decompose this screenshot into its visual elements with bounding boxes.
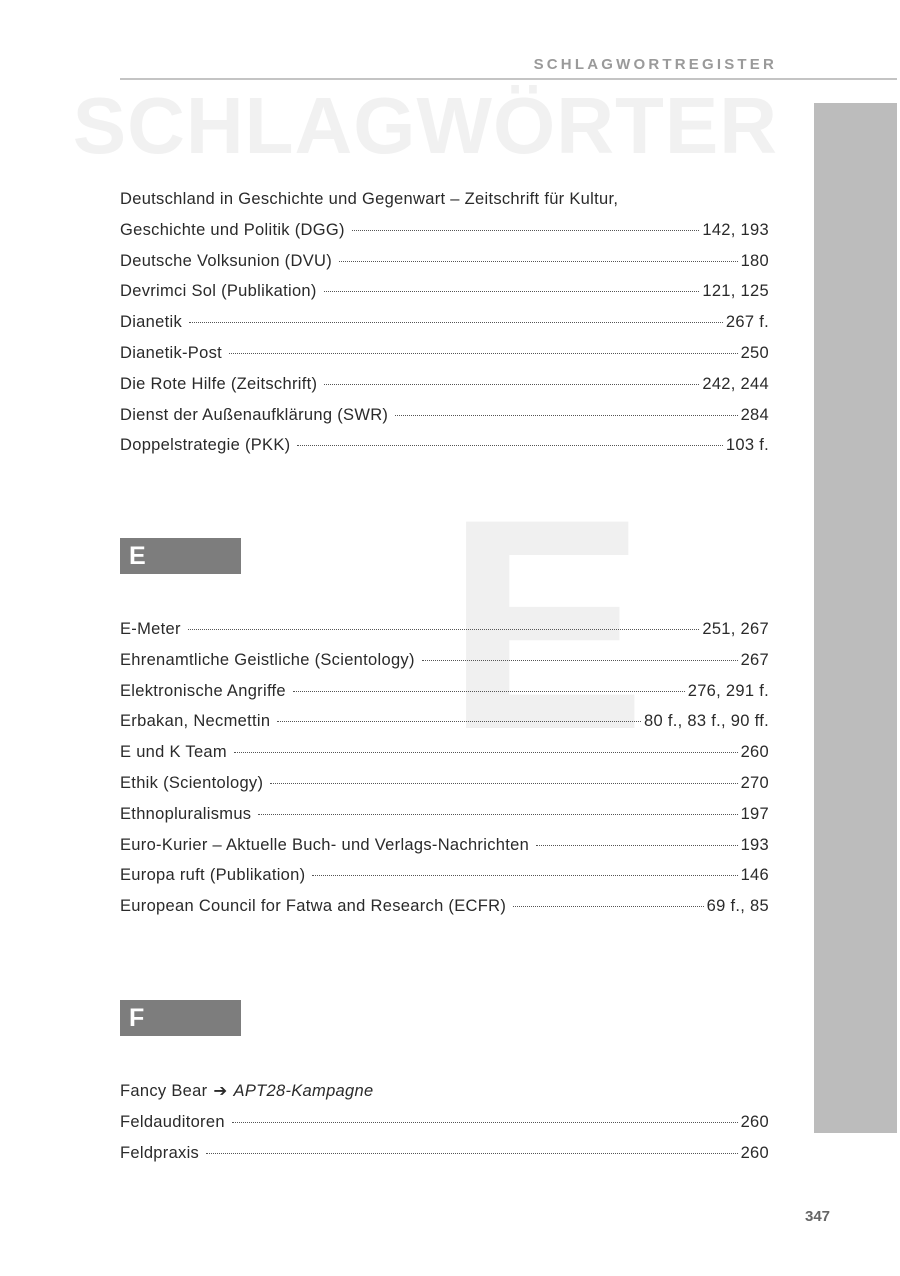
entry-pages: 267 f.: [725, 313, 769, 332]
cross-reference-target: APT28-Kampagne: [233, 1082, 374, 1100]
dot-leader: [352, 230, 700, 231]
entry-term: Die Rote Hilfe (Zeitschrift): [120, 374, 318, 393]
dot-leader: [324, 384, 699, 385]
arrow-right-icon: ➔: [213, 1082, 228, 1100]
entry-pages: 260: [740, 743, 769, 762]
entry-term: Feldpraxis: [120, 1143, 200, 1162]
section-f-entries: [120, 1076, 769, 1168]
entry-term: Elektronische Angriffe: [120, 681, 286, 700]
index-entry: [120, 276, 769, 307]
entry-term: Deutsche Volksunion (DVU): [120, 251, 333, 270]
section-e-label: E: [120, 538, 241, 574]
entry-pages: 180: [740, 251, 769, 270]
entry-pages: 260: [740, 1112, 769, 1131]
header-rule: [120, 78, 897, 80]
index-entry: [120, 400, 769, 431]
index-entry: [120, 830, 769, 861]
dot-leader: [324, 291, 700, 292]
dot-leader: [188, 629, 700, 630]
index-entry: [120, 768, 769, 799]
index-entry: [120, 645, 769, 676]
page-number: 347: [805, 1208, 831, 1225]
dot-leader: [206, 1153, 737, 1154]
entry-pages: 197: [740, 804, 769, 823]
index-entry: [120, 737, 769, 768]
dot-leader: [536, 845, 738, 846]
entry-term: Ethnopluralismus: [120, 804, 252, 823]
entry-term: Europa ruft (Publikation): [120, 866, 306, 885]
entry-term: E und K Team: [120, 743, 227, 762]
index-entry: [120, 307, 769, 338]
entry-pages: 193: [740, 835, 769, 854]
entry-pages: 103 f.: [725, 436, 769, 455]
dot-leader: [339, 261, 738, 262]
dot-leader: [513, 906, 704, 907]
entry-term: Dianetik-Post: [120, 343, 223, 362]
index-entry: [120, 799, 769, 830]
entry-pages: 276, 291 f.: [687, 681, 769, 700]
index-entry: [120, 614, 769, 645]
entry-term: Dianetik: [120, 313, 183, 332]
entry-term: Doppelstrategie (PKK): [120, 436, 291, 455]
side-tab-bar: [814, 103, 897, 1133]
dot-leader: [297, 445, 722, 446]
dot-leader: [258, 814, 737, 815]
dot-leader: [395, 415, 737, 416]
entry-pages: 80 f., 83 f., 90 ff.: [644, 712, 769, 731]
index-entry: [120, 1107, 769, 1138]
dot-leader: [422, 660, 738, 661]
index-entry: [120, 891, 769, 922]
entry-pages: 284: [740, 405, 769, 424]
entry-term: Euro-Kurier – Aktuelle Buch- und Verlags-Nachrichten: [120, 835, 530, 854]
dot-leader: [232, 1122, 738, 1123]
running-header: SCHLAGWORTREGISTER: [533, 56, 777, 73]
index-entry: [120, 430, 769, 461]
index-entry: [120, 338, 769, 369]
watermark-title: SCHLAGWÖRTER: [72, 81, 778, 170]
entry-term: Devrimci Sol (Publikation): [120, 282, 317, 301]
entry-pages: 121, 125: [702, 282, 769, 301]
index-entry-continuation: [120, 184, 769, 215]
entry-term: Ethik (Scientology): [120, 773, 264, 792]
entry-pages: 242, 244: [702, 374, 769, 393]
dot-leader: [270, 783, 737, 784]
entry-term: Geschichte und Politik (DGG): [120, 220, 345, 239]
entry-pages: 146: [740, 866, 769, 885]
entry-term: Deutschland in Geschichte und Gegenwart – Zeitschrift für Kultur,: [120, 190, 619, 208]
entry-pages: 260: [740, 1143, 769, 1162]
entry-term: Erbakan, Necmettin: [120, 712, 271, 731]
entry-pages: 69 f., 85: [706, 897, 769, 916]
entry-pages: 250: [740, 343, 769, 362]
section-f-label: F: [120, 1000, 241, 1036]
entry-term: Fancy Bear: [120, 1082, 208, 1100]
section-d-entries: [120, 184, 769, 461]
index-entry: [120, 1138, 769, 1169]
dot-leader: [277, 721, 641, 722]
dot-leader: [229, 353, 738, 354]
index-entry-cross-reference: [120, 1076, 769, 1107]
entry-pages: 142, 193: [702, 220, 769, 239]
entry-term: Dienst der Außenaufklärung (SWR): [120, 405, 389, 424]
entry-term: E-Meter: [120, 620, 181, 638]
entry-pages: 270: [740, 773, 769, 792]
dot-leader: [234, 752, 738, 753]
entry-pages: 251, 267: [702, 620, 769, 638]
section-e-watermark-letter: E: [446, 456, 647, 792]
entry-term: Ehrenamtliche Geistliche (Scientology): [120, 650, 415, 669]
entry-pages: 267: [740, 650, 769, 669]
entry-term: European Council for Fatwa and Research (ECFR): [120, 897, 507, 916]
index-entry: [120, 246, 769, 277]
dot-leader: [312, 875, 737, 876]
index-entry: [120, 215, 769, 246]
dot-leader: [189, 322, 723, 323]
index-entry: [120, 676, 769, 707]
dot-leader: [293, 691, 685, 692]
index-entry: [120, 706, 769, 737]
index-entry: [120, 860, 769, 891]
section-e-entries: [120, 614, 769, 922]
entry-term: Feldauditoren: [120, 1112, 225, 1131]
index-entry: [120, 369, 769, 400]
